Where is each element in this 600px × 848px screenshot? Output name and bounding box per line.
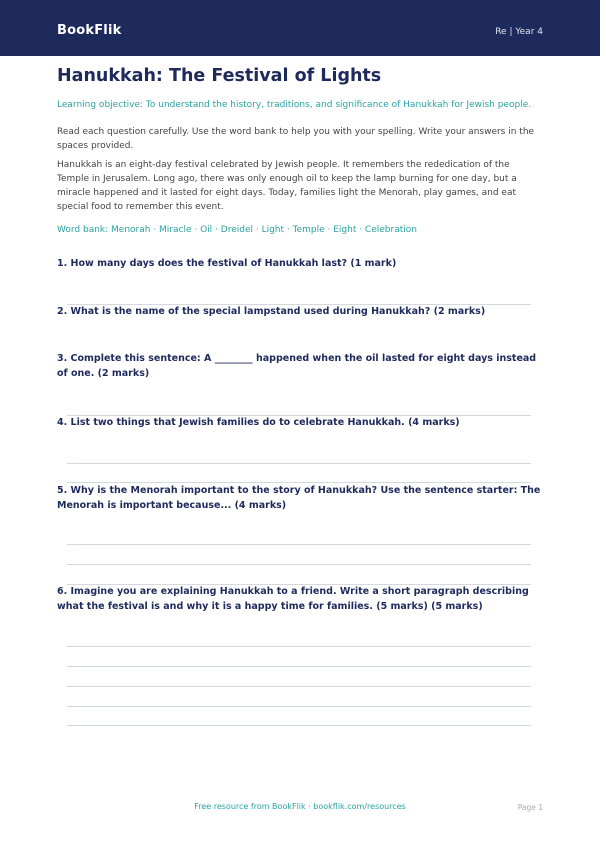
subject-year-label: Re | Year 4: [495, 27, 543, 37]
footer-resource-link[interactable]: Free resource from BookFlik · bookflik.com/resources: [194, 802, 406, 811]
answer-line[interactable]: [67, 646, 531, 647]
answer-line[interactable]: [67, 463, 531, 464]
answer-line[interactable]: [67, 725, 531, 726]
page-number: Page 1: [517, 803, 543, 812]
worksheet-title: Hanukkah: The Festival of Lights: [57, 66, 382, 86]
word-bank: Word bank: Menorah · Miracle · Oil · Dreidel · Light · Temple · Eight · Celebration: [57, 225, 417, 235]
answer-line[interactable]: [67, 706, 531, 707]
question-2: 2. What is the name of the special lampstand used during Hanukkah? (2 marks): [57, 306, 486, 317]
brand-logo[interactable]: BookFlik: [57, 23, 122, 38]
instructions: Read each question carefully. Use the word bank to help you with your spelling. Write your answers in the spaces provided.: [57, 127, 535, 151]
answer-line[interactable]: [67, 544, 531, 545]
question-1: 1. How many days does the festival of Hanukkah last? (1 mark): [57, 258, 397, 269]
question-4: 4. List two things that Jewish families do to celebrate Hanukkah. (4 marks): [57, 417, 460, 428]
answer-line[interactable]: [67, 564, 531, 565]
question-6: 6. Imagine you are explaining Hanukkah to a friend. Write a short paragraph describing what the festival is and why it is a happy time for families. (5 marks) (5 marks): [57, 586, 529, 612]
learning-objective: Learning objective: To understand the history, traditions, and significance of Hanukkah for Jewish people.: [57, 100, 532, 110]
answer-line[interactable]: [67, 686, 531, 687]
page-header: [0, 0, 600, 56]
reading-passage: Hanukkah is an eight-day festival celebrated by Jewish people. It remembers the rededication of the Temple in Jerusalem. Long ago, there was only enough oil to keep the lamp burning for one day, but a miracle happened and it lasted for eight days. Today, families light the Menorah, play games, and eat special food to remember this event.: [57, 160, 517, 212]
question-3: 3. Complete this sentence: A ________ happened when the oil lasted for eight days instead of one. (2 marks): [57, 353, 537, 379]
answer-line[interactable]: [67, 666, 531, 667]
question-5: 5. Why is the Menorah important to the story of Hanukkah? Use the sentence starter: The Menorah is important because... (4 marks): [57, 485, 541, 511]
